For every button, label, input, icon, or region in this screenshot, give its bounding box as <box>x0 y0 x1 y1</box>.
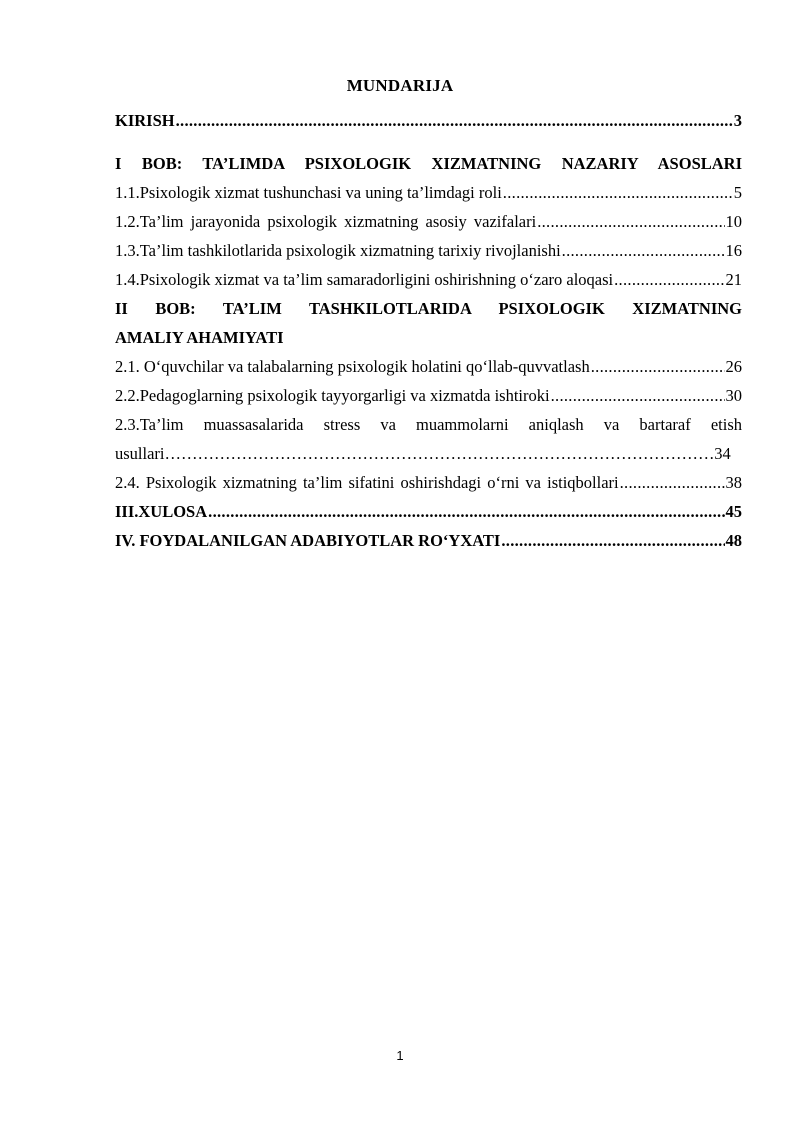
chapter-2-heading[interactable] <box>115 294 742 352</box>
toc-entry-label: 2.4. Psixologik xizmatning ta’lim sifatini oshirishdagi o‘rni va istiqbollari <box>115 473 619 492</box>
toc-entry-2-2[interactable] <box>115 381 742 410</box>
spacer <box>115 135 742 149</box>
dot-leader <box>503 178 733 207</box>
toc-entry-page: 3 <box>733 111 742 130</box>
dot-leader <box>176 106 733 135</box>
toc-entry-line2 <box>115 439 742 468</box>
toc-entry-label-line1: 2.3.Ta’lim muassasalarida stress va muammolarni aniqlash va bartaraf etish <box>115 415 742 434</box>
page-number: 1 <box>396 1048 404 1063</box>
toc-entry-2-3[interactable] <box>115 410 742 468</box>
dot-leader <box>620 468 725 497</box>
dot-leader <box>551 381 725 410</box>
toc-entry-conclusion[interactable] <box>115 497 742 526</box>
toc-entry-references[interactable] <box>115 526 742 555</box>
dot-leader <box>208 497 724 526</box>
toc-entry-label: 2.2.Pedagoglarning psixologik tayyorgarligi va xizmatda ishtiroki <box>115 386 550 405</box>
toc-entry-1-2[interactable] <box>115 207 742 236</box>
toc-entry-1-3[interactable] <box>115 236 742 265</box>
table-of-contents <box>115 106 742 555</box>
toc-entry-page: 21 <box>725 270 742 289</box>
dot-leader <box>562 236 725 265</box>
toc-entry-page: 26 <box>725 357 742 376</box>
chapter-1-heading[interactable]: I BOB: TA’LIMDA PSIXOLOGIK XIZMATNING NAZARIY ASOSLARI <box>115 154 742 173</box>
toc-entry-page: 30 <box>725 386 742 405</box>
toc-entry-2-1[interactable] <box>115 352 742 381</box>
toc-entry-1-4[interactable] <box>115 265 742 294</box>
toc-entry-page: 48 <box>725 531 742 550</box>
toc-entry-label: KIRISH <box>115 111 175 130</box>
toc-entry-page: 5 <box>733 183 742 202</box>
toc-entry-label: 2.1. O‘quvchilar va talabalarning psixologik holatini qo‘llab-quvvatlash <box>115 357 590 376</box>
chapter-2-heading-line1: II BOB: TA’LIM TASHKILOTLARIDA PSIXOLOGIK XIZMATNING <box>115 299 742 318</box>
dot-leader <box>537 207 724 236</box>
toc-entry-label: IV. FOYDALANILGAN ADABIYOTLAR RO‘YXATI <box>115 531 501 550</box>
toc-title: MUNDARIJA <box>346 76 454 95</box>
toc-entry-page: 45 <box>725 502 742 521</box>
toc-entry-intro[interactable] <box>115 106 742 135</box>
toc-entry-label: III.XULOSA <box>115 502 208 521</box>
toc-entry-label: 1.2.Ta’lim jarayonida psixologik xizmatning asosiy vazifalari <box>115 212 537 231</box>
toc-entry-page: 34 <box>714 444 731 463</box>
toc-entry-label: 1.3.Ta’lim tashkilotlarida psixologik xizmatning tarixiy rivojlanishi <box>115 241 561 260</box>
toc-entry-label: 1.4.Psixologik xizmat va ta’lim samaradorligini oshirishning o‘zaro aloqasi <box>115 270 614 289</box>
toc-entry-page: 10 <box>725 212 742 231</box>
chapter-2-heading-line2: AMALIY AHAMIYATI <box>115 328 284 347</box>
toc-entry-2-4[interactable] <box>115 468 742 497</box>
dot-leader <box>591 352 725 381</box>
dot-leader <box>165 439 715 468</box>
toc-entry-page: 16 <box>725 241 742 260</box>
dot-leader <box>614 265 724 294</box>
toc-entry-page: 38 <box>725 473 742 492</box>
dot-leader <box>501 526 724 555</box>
toc-entry-label: 1.1.Psixologik xizmat tushunchasi va uning ta’limdagi roli <box>115 183 502 202</box>
toc-entry-1-1[interactable] <box>115 178 742 207</box>
toc-entry-label-line2: usullari <box>115 444 165 463</box>
